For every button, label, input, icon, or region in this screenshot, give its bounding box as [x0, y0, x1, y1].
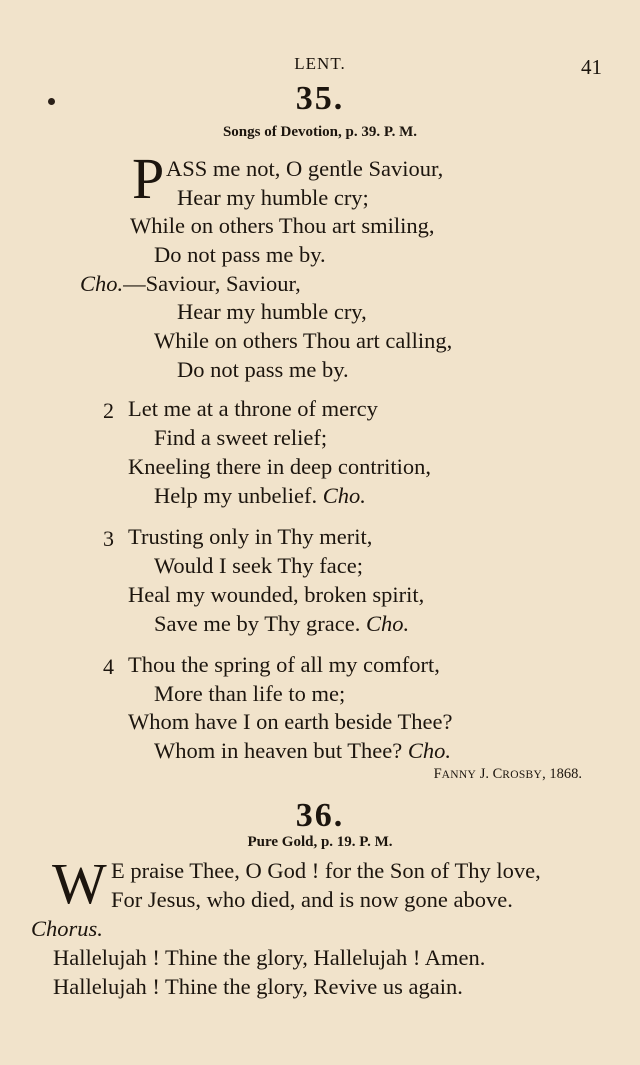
hymn-35-chorus-line-1 — [80, 271, 301, 297]
stanza-4-line-2: More than life to me; — [154, 681, 346, 706]
stanza-3-line-1: Trusting only in Thy merit, — [128, 524, 373, 549]
hymn-35-author — [434, 766, 582, 783]
stanza-number-4: 4 — [103, 654, 114, 679]
stanza-2-line-1: Let me at a throne of mercy — [128, 396, 378, 421]
hymn-number-36: 36. — [295, 797, 345, 834]
stanza-2-line-4 — [154, 483, 366, 509]
hymn-35-line-3: While on others Thou art smiling, — [130, 213, 435, 238]
stanza-number-2: 2 — [103, 398, 114, 423]
stanza-2-line-2: Find a sweet relief; — [154, 425, 328, 450]
dropcap-p: P — [132, 146, 165, 211]
hymn-36-source: Pure Gold, p. 19. P. M. — [247, 834, 393, 850]
dropcap-w: W — [52, 851, 107, 916]
author-middle: J. C — [476, 766, 503, 782]
stanza-3-cho: Cho. — [366, 611, 410, 636]
stanza-2-line-4-text: Help my unbelief. — [154, 483, 318, 508]
chorus-text: —Saviour, Saviour, — [123, 271, 301, 296]
page-number: 41 — [581, 55, 602, 79]
author-initial: F — [433, 766, 442, 782]
author-first-rest: ANNY — [441, 769, 477, 781]
stanza-4-line-3: Whom have I on earth beside Thee? — [128, 709, 453, 734]
hymn-36-chorus-line-2: Hallelujah ! Thine the glory, Revive us again. — [53, 974, 463, 999]
stanza-3-line-2: Would I seek Thy face; — [154, 553, 363, 578]
hymn-36-line-2: For Jesus, who died, and is now gone above. — [111, 887, 513, 912]
stanza-4-line-1: Thou the spring of all my comfort, — [128, 652, 440, 677]
stanza-2-cho: Cho. — [322, 483, 366, 508]
author-year: , 1868. — [542, 766, 582, 782]
stanza-3-line-4-text: Save me by Thy grace. — [154, 611, 361, 636]
stanza-2-line-3: Kneeling there in deep contrition, — [128, 454, 432, 479]
hymn-35-source: Songs of Devotion, p. 39. P. M. — [222, 124, 418, 140]
stanza-number-3: 3 — [103, 526, 114, 551]
author-last-rest: ROSBY — [502, 769, 543, 781]
running-head: LENT. — [294, 54, 346, 73]
stanza-3-line-3: Heal my wounded, broken spirit, — [128, 582, 425, 607]
hymn-35-chorus-line-2: Hear my humble cry, — [177, 299, 367, 324]
stanza-4-line-4-text: Whom in heaven but Thee? — [154, 738, 403, 763]
hymn-number-35: 35. — [295, 80, 345, 117]
stanza-4-cho: Cho. — [407, 738, 452, 763]
hymn-36-chorus-label: Chorus. — [31, 916, 103, 941]
hymn-36-line-1: E praise Thee, O God ! for the Son of Thy love, — [111, 858, 541, 883]
hymn-36-chorus-line-1: Hallelujah ! Thine the glory, Hallelujah ! Amen. — [53, 945, 486, 970]
hymn-35-chorus-line-3: While on others Thou art calling, — [154, 328, 453, 353]
stanza-3-line-4 — [154, 611, 409, 637]
hymn-35-line-4: Do not pass me by. — [154, 242, 326, 267]
hymn-35-line-2: Hear my humble cry; — [177, 185, 369, 210]
hymn-35-line-1: ASS me not, O gentle Saviour, — [166, 156, 444, 181]
chorus-label: Cho. — [80, 271, 124, 296]
stanza-4-line-4 — [154, 738, 451, 764]
hymn-35-chorus-line-4: Do not pass me by. — [177, 357, 349, 382]
